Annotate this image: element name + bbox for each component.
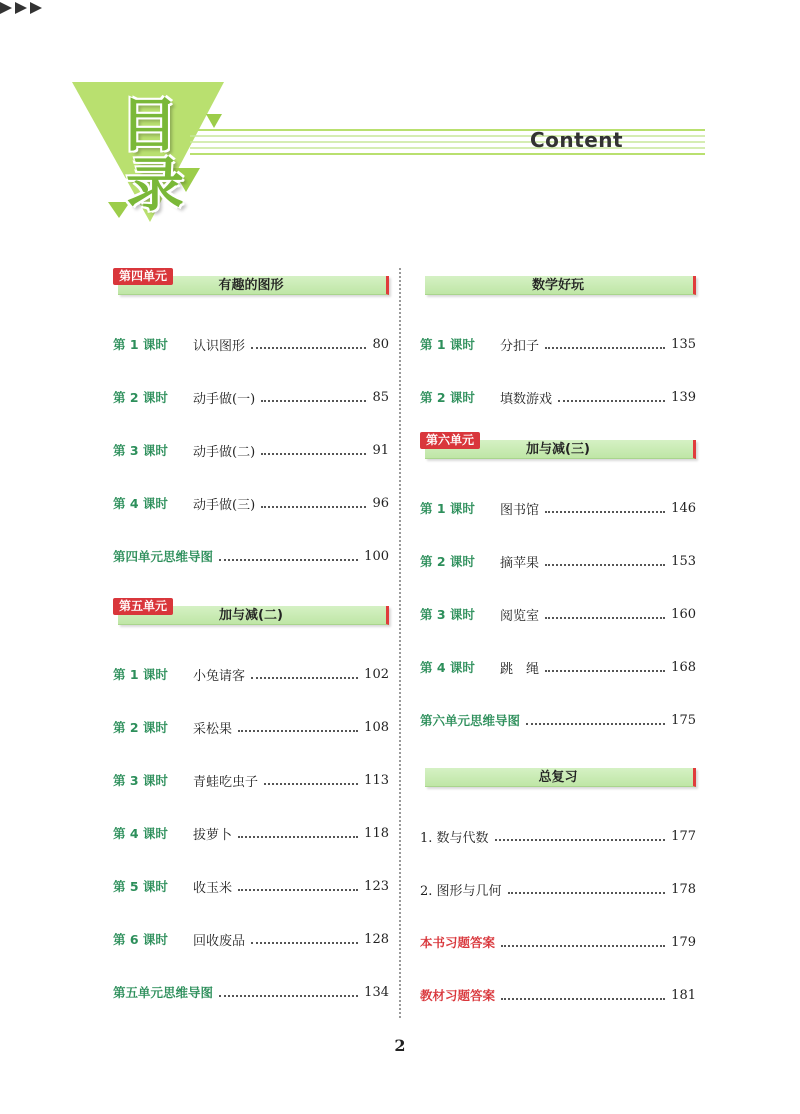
summary-title: 第五单元思维导图 [113, 985, 214, 1000]
page-number: 181 [671, 987, 696, 1003]
entry-title: 跳 绳 [500, 661, 540, 677]
entry-title: 摘苹果 [500, 555, 540, 571]
lesson-label: 第 5 课时 [113, 879, 168, 894]
toc-entry[interactable] [420, 387, 696, 407]
toc-entry[interactable] [113, 664, 389, 684]
leader-dots [545, 556, 665, 566]
lesson-label: 第 1 课时 [420, 501, 475, 516]
lesson-label: 第 3 课时 [113, 443, 168, 458]
page-number: 91 [372, 442, 389, 458]
page-number: 128 [364, 931, 389, 947]
left-column [113, 268, 389, 1002]
lesson-label: 第 1 课时 [113, 337, 168, 352]
toc-entry[interactable] [113, 717, 389, 737]
leader-dots [238, 881, 358, 891]
leader-dots [545, 662, 665, 672]
toc-entry[interactable] [420, 334, 696, 354]
page-number: 178 [671, 881, 696, 897]
answers-title: 本书习题答案 [420, 935, 496, 950]
toc-entry[interactable] [420, 826, 696, 846]
page-number: 108 [364, 719, 389, 735]
leader-dots [508, 884, 666, 894]
entry-title: 分扣子 [500, 338, 540, 354]
lesson-label: 第 3 课时 [420, 607, 475, 622]
unit-name: 有趣的图形 [218, 278, 284, 293]
unit-name: 加与减(三) [526, 442, 590, 457]
leader-dots [495, 831, 666, 841]
page-number: 80 [372, 336, 389, 352]
leader-dots [545, 503, 665, 513]
lesson-label: 第 2 课时 [113, 390, 168, 405]
small-triangle-shape-3 [206, 114, 222, 128]
toc-entry[interactable] [113, 876, 389, 896]
answers-title: 教材习题答案 [420, 988, 496, 1003]
entry-title: 阅览室 [500, 608, 540, 624]
lesson-label: 第 1 课时 [420, 337, 475, 352]
page-number: 179 [671, 934, 696, 950]
summary-title: 第四单元思维导图 [113, 549, 214, 564]
lesson-label: 第 2 课时 [420, 390, 475, 405]
leader-dots [264, 775, 358, 785]
toc-entry[interactable] [113, 929, 389, 949]
unit-tag: 第五单元 [113, 598, 173, 615]
toc-header [0, 0, 800, 240]
leader-dots [545, 609, 665, 619]
leader-dots [501, 990, 665, 1000]
leader-dots [238, 828, 358, 838]
page-number: 135 [671, 336, 696, 352]
unit-name: 加与减(二) [219, 608, 283, 623]
leader-dots [526, 715, 665, 725]
page-number: 96 [372, 495, 389, 511]
page-number: 160 [671, 606, 696, 622]
entry-title: 回收废品 [193, 933, 246, 949]
page-number: 134 [364, 984, 389, 1000]
lesson-label: 第 2 课时 [113, 720, 168, 735]
title-char-mu: 目 [120, 91, 179, 159]
lesson-label: 第 4 课时 [113, 496, 168, 511]
entry-title: 收玉米 [193, 880, 233, 896]
right-column [420, 268, 696, 1005]
page-number: 175 [671, 712, 696, 728]
toc-entry[interactable] [113, 982, 389, 1002]
column-divider [399, 268, 401, 1018]
leader-dots [545, 339, 665, 349]
leader-dots [261, 392, 366, 402]
toc-entry[interactable] [113, 546, 389, 566]
lesson-label: 第 1 课时 [113, 667, 168, 682]
footer-page-number: 2 [394, 1036, 406, 1055]
lesson-label: 第 3 课时 [113, 773, 168, 788]
page-number: 123 [364, 878, 389, 894]
toc-entry[interactable] [113, 823, 389, 843]
entry-title: 动手做(三) [193, 497, 256, 513]
unit-tag: 第六单元 [420, 432, 480, 449]
entry-title: 填数游戏 [500, 391, 553, 407]
lesson-label: 第 2 课时 [420, 554, 475, 569]
lesson-label: 第 6 课时 [113, 932, 168, 947]
page-number: 100 [364, 548, 389, 564]
toc-entry[interactable] [420, 710, 696, 730]
toc-entry[interactable] [113, 770, 389, 790]
unit-header [113, 598, 389, 626]
page-number: 85 [372, 389, 389, 405]
page-number: 102 [364, 666, 389, 682]
entry-title: 小兔请客 [193, 668, 246, 684]
title-char-lu: 录 [126, 151, 185, 219]
toc-entry[interactable] [420, 551, 696, 571]
toc-entry[interactable] [420, 657, 696, 677]
leader-dots [238, 722, 358, 732]
entry-title: 认识图形 [193, 338, 246, 354]
leader-dots [219, 987, 358, 997]
unit-header [420, 432, 696, 460]
leader-dots [251, 339, 366, 349]
summary-title: 第六单元思维导图 [420, 713, 521, 728]
content-label: Content [530, 128, 624, 152]
toc-entry[interactable] [420, 498, 696, 518]
page-number: 168 [671, 659, 696, 675]
page-number: 146 [671, 500, 696, 516]
entry-title: 图书馆 [500, 502, 540, 518]
page-number: 177 [671, 828, 696, 844]
entry-title: 采松果 [193, 721, 233, 737]
section-name: 数学好玩 [531, 278, 584, 293]
page-number: 153 [671, 553, 696, 569]
entry-title: 2. 图形与几何 [420, 883, 502, 899]
toc-entry[interactable] [113, 493, 389, 513]
entry-title: 青蛙吃虫子 [193, 774, 259, 790]
section-header [420, 760, 696, 788]
entry-title: 动手做(一) [193, 391, 256, 407]
leader-dots [251, 934, 358, 944]
unit-header [113, 268, 389, 296]
section-header [420, 268, 696, 296]
lesson-label: 第 4 课时 [420, 660, 475, 675]
toc-entry[interactable] [420, 604, 696, 624]
toc-entry[interactable] [113, 334, 389, 354]
entry-title: 1. 数与代数 [420, 830, 489, 846]
toc-entry[interactable] [420, 879, 696, 899]
triple-arrow-icon [0, 0, 46, 16]
leader-dots [261, 498, 366, 508]
leader-dots [558, 392, 665, 402]
leader-dots [261, 445, 366, 455]
entry-title: 动手做(二) [193, 444, 256, 460]
leader-dots [501, 937, 665, 947]
leader-dots [251, 669, 358, 679]
unit-tag: 第四单元 [113, 268, 173, 285]
toc-entry[interactable] [113, 440, 389, 460]
page-number: 113 [364, 772, 389, 788]
leader-dots [219, 551, 358, 561]
page-number: 118 [364, 825, 389, 841]
toc-entry[interactable] [420, 985, 696, 1005]
toc-entry[interactable] [420, 932, 696, 952]
page-number: 139 [671, 389, 696, 405]
lesson-label: 第 4 课时 [113, 826, 168, 841]
toc-entry[interactable] [113, 387, 389, 407]
entry-title: 拔萝卜 [193, 827, 233, 843]
section-name: 总复习 [538, 770, 578, 785]
